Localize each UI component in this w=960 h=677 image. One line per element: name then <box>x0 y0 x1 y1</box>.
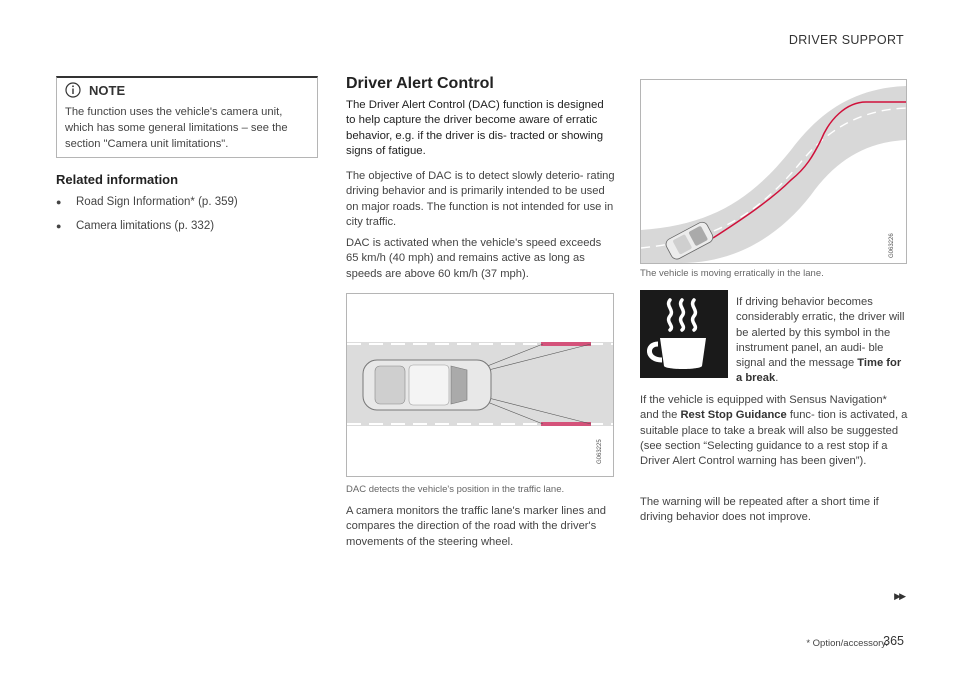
continue-arrows-icon: ▶▶ <box>894 591 904 601</box>
article-intro: The Driver Alert Control (DAC) function is designed to help capture the driver become aware of erratic behavior, e.g. if the driver is dis- tracted or showing signs of fatigue. <box>346 99 604 157</box>
rest-stop-text-a: If the vehicle is equipped with Sensus Navigation* and the <box>640 394 887 422</box>
erratic-driving-illustration <box>641 80 906 263</box>
related-info-title: Related information <box>56 172 179 187</box>
rest-stop-text-b: func- tion is activated, a suitable place to take a break will also be suggested (see section “Selecting guidance to a rest stop if a Driver Alert Control warning has been given”). <box>640 409 908 468</box>
related-link[interactable] <box>56 190 238 214</box>
alert-text: If driving behavior becomes considerably erratic, the driver will be alerted by this symbol in the instrument panel, an audi- ble signal and the message <box>736 296 905 370</box>
paragraph-camera: A camera monitors the traffic lane's marker lines and compares the direction of the road with the driver's movements of the steering wheel. <box>346 505 606 548</box>
figure-code: G063226 <box>889 233 895 258</box>
erratic-driving-figure <box>640 79 907 264</box>
related-link[interactable] <box>56 214 238 238</box>
note-label: NOTE <box>89 82 126 98</box>
bullet-icon: ● <box>56 197 62 207</box>
paragraph-objective: The objective of DAC is to detect slowly deterio- rating driving behavior and is primarily intended to be used on major roads. The function is not intended for use in city traffic. <box>346 170 615 228</box>
lane-marker-highlight <box>541 422 591 426</box>
related-info-list <box>56 190 238 238</box>
figure-caption: DAC detects the vehicle's position in the traffic lane. <box>346 484 565 495</box>
message-time-for-break: Time for a break <box>736 357 902 385</box>
paragraph-alert <box>736 295 908 387</box>
car-top-view <box>363 360 491 410</box>
figure-code: G063225 <box>597 439 603 464</box>
rest-stop-guidance-label: Rest Stop Guidance <box>680 409 787 422</box>
info-icon <box>65 82 81 98</box>
option-footnote: * Option/accessory. <box>806 638 888 649</box>
lane-detection-illustration <box>347 294 613 476</box>
related-link-label: Road Sign Information* (p. 359) <box>76 196 238 208</box>
coffee-cup-icon <box>640 290 728 378</box>
paragraph-repeat: The warning will be repeated after a short time if driving behavior does not improve. <box>640 496 879 524</box>
paragraph-rest-stop <box>640 393 908 469</box>
page-number: 365 <box>883 634 904 648</box>
figure-caption: The vehicle is moving erratically in the lane. <box>640 268 824 279</box>
lane-marker-highlight <box>541 342 591 346</box>
article-title: Driver Alert Control <box>346 75 494 92</box>
note-text: The function uses the vehicle's camera unit, which has some general limitations – see the section "Camera unit limitations". <box>65 106 288 150</box>
paragraph-activation: DAC is activated when the vehicle's speed exceeds 65 km/h (40 mph) and remains active as long as speeds are above 60 km/h (37 mph). <box>346 237 602 280</box>
note-header <box>65 82 125 98</box>
section-header: DRIVER SUPPORT <box>788 33 904 47</box>
related-link-label: Camera limitations (p. 332) <box>76 220 215 232</box>
lane-detection-figure <box>346 293 614 477</box>
alert-text-end: . <box>775 372 779 385</box>
note-box <box>56 76 318 158</box>
bullet-icon: ● <box>56 221 62 231</box>
